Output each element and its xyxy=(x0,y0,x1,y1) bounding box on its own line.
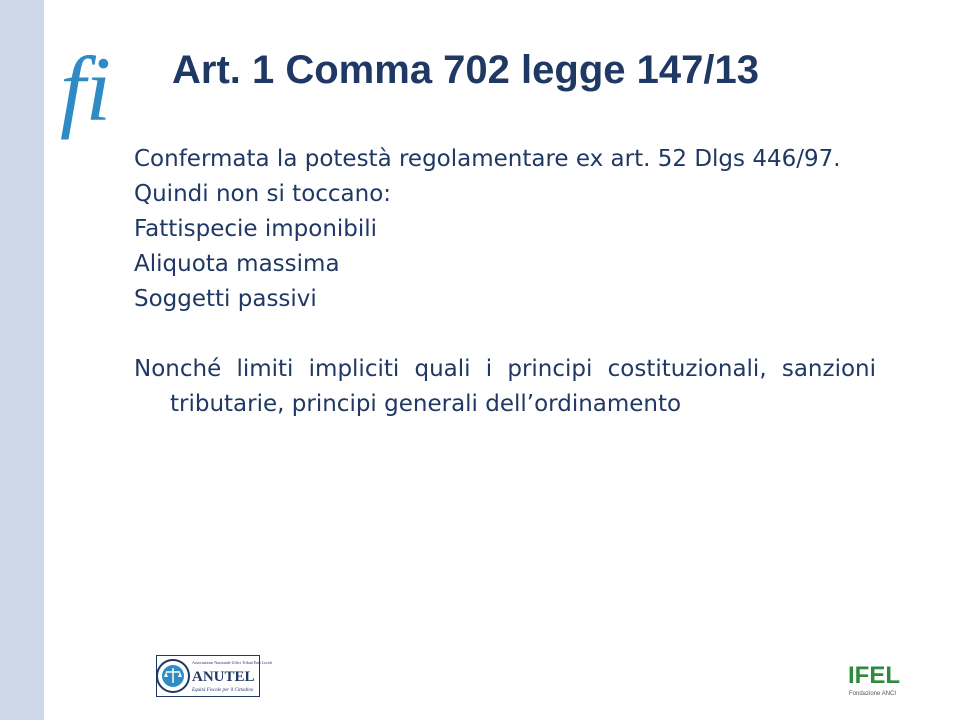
side-accent-bar xyxy=(0,0,44,720)
paragraph-quindi: Quindi non si toccano: xyxy=(134,181,392,207)
fi-logo-icon xyxy=(58,38,132,140)
svg-text:IFEL: IFEL xyxy=(848,662,900,689)
svg-text:fi: fi xyxy=(60,38,112,140)
anutel-logo-icon xyxy=(156,655,272,697)
paragraph-spacer xyxy=(134,317,876,352)
svg-text:Associazione Nazionale Uffici: Associazione Nazionale Uffici Tributi Enti Locali xyxy=(192,660,272,665)
slide-body xyxy=(134,142,876,422)
svg-text:ANUTEL: ANUTEL xyxy=(192,669,255,685)
paragraph-limiti: Nonché limiti impliciti quali i principi costituzionali, sanzioni tributarie, principi generali dell’ordinamento xyxy=(134,356,876,417)
paragraph-aliquota: Aliquota massima xyxy=(134,251,340,277)
paragraph-fattispecie: Fattispecie imponibili xyxy=(134,216,378,242)
svg-text:Equità Fiscale per il Cittadin: Equità Fiscale per il Cittadino xyxy=(192,688,254,693)
ifel-logo-icon xyxy=(848,657,904,699)
paragraph-soggetti: Soggetti passivi xyxy=(134,286,317,312)
slide-title: Art. 1 Comma 702 legge 147/13 xyxy=(172,48,759,92)
svg-text:Fondazione ANCI: Fondazione ANCI xyxy=(849,691,897,697)
paragraph-potesta: Confermata la potestà regolamentare ex art. 52 Dlgs 446/97. xyxy=(134,146,841,172)
